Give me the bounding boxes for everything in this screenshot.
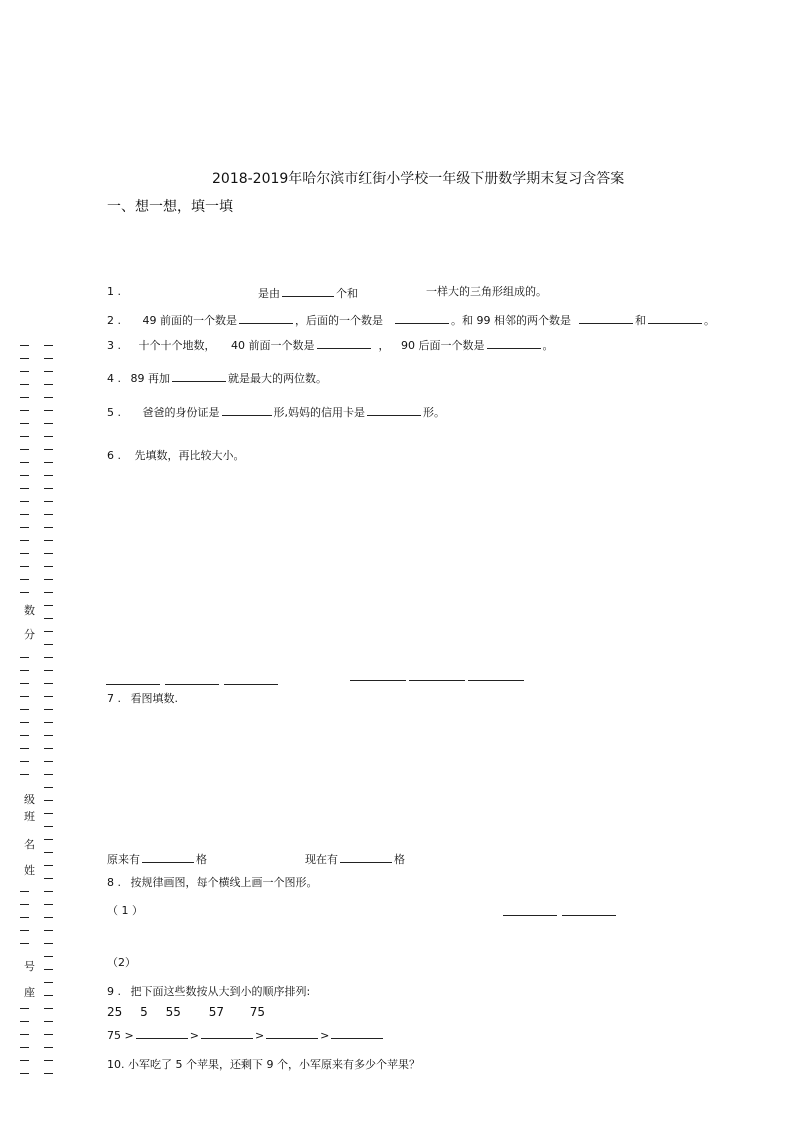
cut-line-dash [20, 930, 29, 931]
answer-blank[interactable] [136, 1027, 188, 1039]
cut-line-dash [20, 527, 29, 528]
cut-line-dash [20, 501, 29, 502]
answer-line[interactable] [350, 680, 406, 681]
cut-line-dash [44, 995, 53, 996]
greater-sign: > [254, 1029, 265, 1042]
cut-line-dash [44, 397, 53, 398]
cut-line-dash [44, 631, 53, 632]
answer-blank[interactable] [367, 404, 421, 416]
cut-line-dash [44, 1008, 53, 1009]
cut-line-dash [44, 722, 53, 723]
question-number: 9 . [107, 985, 121, 998]
answer-blank[interactable] [317, 337, 371, 349]
cut-line-dash [44, 410, 53, 411]
answer-line[interactable] [224, 684, 278, 685]
cut-line-dash [20, 423, 29, 424]
cut-line-dash [20, 683, 29, 684]
cut-line-dash [44, 1060, 53, 1061]
margin-label: 座 [24, 986, 35, 999]
question-text: ，后面的一个数是 [295, 314, 383, 327]
cut-line-dash [20, 566, 29, 567]
question-number: 5 . [107, 406, 121, 419]
answer-line[interactable] [562, 915, 616, 916]
cut-line-dash [44, 553, 53, 554]
cut-line-dash [44, 969, 53, 970]
cut-line-dash [44, 605, 53, 606]
cut-line-dash [20, 475, 29, 476]
answer-blank[interactable] [648, 312, 702, 324]
cut-line-dash [44, 423, 53, 424]
cut-line-dash [44, 917, 53, 918]
cut-line-dash [44, 904, 53, 905]
question-text: 原来有 [107, 853, 140, 866]
number-item: 57 [208, 1005, 224, 1019]
question-text: 就是最大的两位数。 [228, 372, 327, 385]
greater-sign: > [189, 1029, 199, 1042]
cut-line-dash [44, 371, 53, 372]
section-heading: 一、想一想，填一填 [107, 199, 233, 215]
answer-line[interactable] [165, 684, 219, 685]
margin-label: 号 [24, 960, 35, 973]
question-4 [107, 370, 327, 386]
cut-line-dash [20, 722, 29, 723]
cut-line-dash [44, 462, 53, 463]
cut-line-dash [44, 865, 53, 866]
question-number: 8 . [107, 876, 121, 889]
question-1-text [258, 285, 358, 301]
cut-line-dash [44, 878, 53, 879]
answer-blank[interactable] [201, 1027, 253, 1039]
cut-line-dash [20, 397, 29, 398]
cut-line-dash [20, 735, 29, 736]
cut-line-dash [44, 774, 53, 775]
cut-line-dash [20, 358, 29, 359]
unit-label: 格 [196, 853, 207, 866]
cut-line-dash [20, 540, 29, 541]
question-8-part-1: （ 1 ） [107, 904, 143, 917]
cut-line-dash [44, 527, 53, 528]
question-number: 1 . [107, 285, 121, 298]
margin-label: 姓 [24, 864, 35, 877]
answer-line[interactable] [503, 915, 557, 916]
answer-blank[interactable] [142, 851, 194, 863]
cut-line-dash [44, 384, 53, 385]
answer-blank[interactable] [487, 337, 541, 349]
cut-line-dash [20, 1060, 29, 1061]
answer-blank[interactable] [239, 312, 293, 324]
cut-line-dash [20, 1034, 29, 1035]
cut-line-dash [44, 1034, 53, 1035]
question-7 [107, 692, 178, 706]
question-text: 和 [635, 314, 646, 327]
cut-line-dash [44, 579, 53, 580]
cut-line-dash [44, 566, 53, 567]
number-item: 5 [140, 1005, 148, 1019]
question-5 [107, 404, 445, 420]
cut-line-dash [44, 696, 53, 697]
question-text: 49 前面的一个数是 [142, 314, 237, 327]
question-text: 现在有 [305, 853, 338, 866]
question-8-part-2: （2） [107, 956, 136, 969]
cut-line-dash [20, 696, 29, 697]
question-text: 40 前面一个数是 [231, 339, 315, 352]
cut-line-dash [20, 436, 29, 437]
cut-line-dash [44, 1047, 53, 1048]
question-number: 7 . [107, 692, 121, 705]
question-10: 10. 小军吃了 5 个苹果，还剩下 9 个，小军原来有多少个苹果？ [107, 1058, 420, 1071]
question-text: ， [378, 339, 390, 352]
cut-line-dash [20, 891, 29, 892]
question-text: 爸爸的身份证是 [142, 406, 220, 419]
answer-blank[interactable] [340, 851, 392, 863]
cut-line-dash [44, 657, 53, 658]
cut-line-dash [20, 1021, 29, 1022]
greater-sign: > [320, 1029, 330, 1042]
margin-label: 级 [24, 793, 35, 806]
answer-blank[interactable] [222, 404, 272, 416]
cut-line-dash [44, 540, 53, 541]
cut-line-dash [20, 449, 29, 450]
cut-line-dash [44, 1021, 53, 1022]
cut-line-dash [44, 826, 53, 827]
number-item: 55 [165, 1005, 181, 1019]
cut-line-dash [20, 553, 29, 554]
cut-line-dash [20, 488, 29, 489]
question-6 [107, 449, 245, 463]
cut-line-dash [44, 592, 53, 593]
question-text: 。 [704, 314, 715, 327]
cut-line-dash [20, 371, 29, 372]
question-text: 形。 [423, 406, 445, 419]
cut-line-dash [20, 592, 29, 593]
question-text: 90 后面一个数是 [401, 339, 485, 352]
cut-line-dash [20, 384, 29, 385]
cut-line-dash [20, 761, 29, 762]
question-text: 形,妈妈的信用卡是 [273, 406, 365, 419]
cut-line-dash [44, 800, 53, 801]
question-text: 89 再加 [130, 372, 170, 385]
cut-line-dash [44, 449, 53, 450]
page-title: 2018-2019年哈尔滨市红街小学校一年级下册数学期末复习含答案 [212, 171, 625, 187]
cut-line-dash [44, 358, 53, 359]
cut-line-dash [44, 670, 53, 671]
cut-line-dash [20, 943, 29, 944]
margin-label: 分 [24, 628, 35, 641]
cut-line-dash [44, 956, 53, 957]
cut-line-dash [20, 345, 29, 346]
question-number: 4 . [107, 372, 121, 385]
question-text: 75 > [107, 1029, 134, 1042]
question-2 [107, 312, 715, 328]
cut-line-dash [20, 514, 29, 515]
cut-line-dash [20, 917, 29, 918]
question-9 [107, 985, 310, 999]
question-3 [107, 337, 554, 353]
question-text: 个和 [336, 287, 358, 300]
cut-line-dash [20, 748, 29, 749]
question-1-text-end: 一样大的三角形组成的。 [426, 285, 547, 298]
cut-line-dash [44, 813, 53, 814]
answer-blank[interactable] [282, 285, 334, 297]
cut-line-dash [20, 774, 29, 775]
cut-line-dash [44, 514, 53, 515]
cut-line-dash [44, 1073, 53, 1074]
cut-line-dash [20, 462, 29, 463]
question-1 [107, 285, 121, 299]
answer-blank[interactable] [172, 370, 226, 382]
cut-line-dash [44, 488, 53, 489]
margin-label: 名 [24, 838, 35, 851]
cut-line-dash [44, 930, 53, 931]
question-text: 先填数，再比较大小。 [134, 449, 245, 462]
cut-line-dash [44, 982, 53, 983]
cut-line-dash [44, 735, 53, 736]
cut-line-dash [20, 904, 29, 905]
question-number: 6 . [107, 449, 121, 462]
question-text: 按规律画图，每个横线上画一个图形。 [130, 876, 318, 889]
cut-line-dash [44, 839, 53, 840]
answer-line[interactable] [106, 684, 160, 685]
cut-line-dash [44, 891, 53, 892]
cut-line-dash [44, 943, 53, 944]
cut-line-dash [44, 683, 53, 684]
ordering-line [107, 1027, 385, 1043]
question-number: 3 . [107, 339, 121, 352]
cut-line-dash [20, 1073, 29, 1074]
question-text: 。和 99 相邻的两个数是 [451, 314, 571, 327]
cut-line-dash [44, 852, 53, 853]
answer-line[interactable] [409, 680, 465, 681]
question-text: 十个十个地数， [138, 339, 216, 352]
cut-line-dash [44, 787, 53, 788]
cut-line-dash [20, 657, 29, 658]
answer-blank[interactable] [266, 1027, 318, 1039]
number-item: 25 [107, 1005, 123, 1019]
question-number: 2 . [107, 314, 121, 327]
margin-label: 班 [24, 810, 35, 823]
number-item: 75 [249, 1005, 266, 1019]
cut-line-dash [44, 644, 53, 645]
cut-line-dash [20, 579, 29, 580]
cut-line-dash [44, 345, 53, 346]
question-7-original [107, 851, 207, 867]
cut-line-dash [20, 1047, 29, 1048]
cut-line-dash [20, 670, 29, 671]
margin-label: 数 [24, 604, 35, 617]
unit-label: 格 [394, 853, 405, 866]
cut-line-dash [20, 410, 29, 411]
answer-blank[interactable] [331, 1027, 383, 1039]
cut-line-dash [44, 501, 53, 502]
cut-line-dash [44, 748, 53, 749]
answer-blank[interactable] [395, 312, 449, 324]
question-7-now [305, 851, 405, 867]
cut-line-dash [44, 436, 53, 437]
question-text: 。 [542, 339, 554, 352]
cut-line-dash [44, 475, 53, 476]
question-text: 是由 [258, 287, 280, 300]
cut-line-dash [20, 709, 29, 710]
number-list [107, 1005, 265, 1019]
answer-line[interactable] [468, 680, 524, 681]
question-text: 看图填数. [130, 692, 178, 705]
cut-line-dash [20, 1008, 29, 1009]
cut-line-dash [44, 761, 53, 762]
cut-line-dash [44, 709, 53, 710]
answer-blank[interactable] [579, 312, 633, 324]
question-text: 把下面这些数按从大到小的顺序排列: [130, 985, 311, 998]
cut-line-dash [44, 618, 53, 619]
question-8 [107, 876, 318, 890]
